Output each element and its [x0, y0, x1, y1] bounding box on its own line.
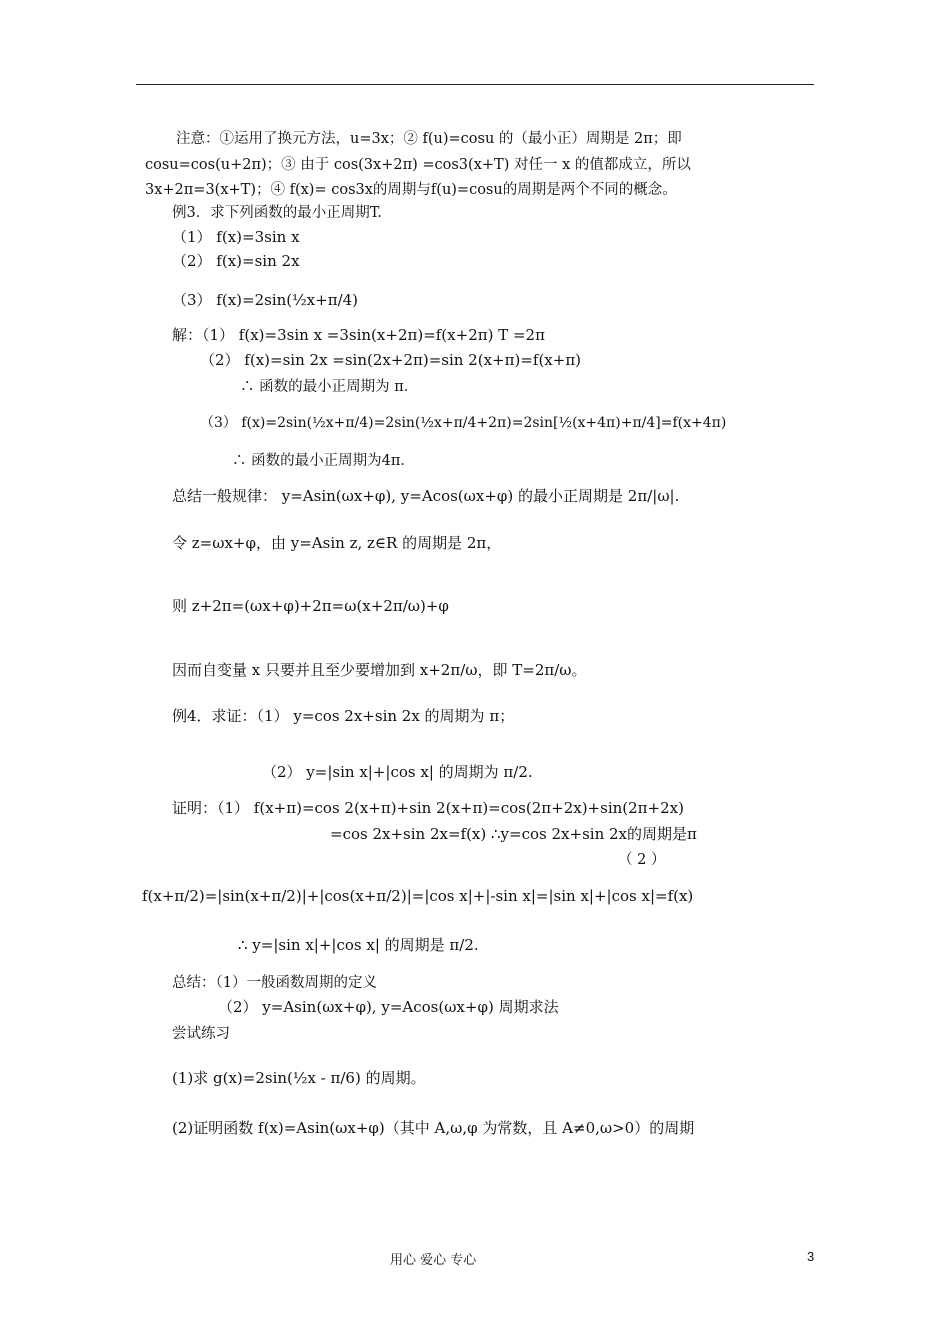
summary2-line-1: 总结：（1）一般函数周期的定义	[172, 975, 377, 991]
example3-title: 例3．求下列函数的最小正周期T.	[172, 205, 382, 221]
solution3-line-4: （3） f(x)=2sin(½x+π/4)=2sin(½x+π/4+2π)=2sin[½(x+4π)+π/4]=f(x+4π)	[200, 415, 727, 431]
example4-line-2: （2） y=|sin x|+|cos x| 的周期为 π/2.	[262, 763, 533, 781]
practice-question-1: (1)求 g(x)=2sin(½x - π/6) 的周期。	[172, 1069, 426, 1087]
page-number: 3	[807, 1249, 815, 1264]
proof-line-1: 证明：（1） f(x+π)=cos 2(x+π)+sin 2(x+π)=cos(2π+2x)+sin(2π+2x)	[172, 799, 684, 817]
solution3-line-3: ∴ 函数的最小正周期为 π．	[240, 379, 419, 395]
example3-item-3: （3） f(x)=2sin(½x+π/4)	[172, 291, 359, 309]
proof-line-2: =cos 2x+sin 2x=f(x) ∴y=cos 2x+sin 2x的周期是π	[330, 825, 697, 843]
solution3-line-5: ∴ 函数的最小正周期为4π．	[232, 453, 415, 469]
example3-item-1: （1） f(x)=3sin x	[172, 228, 300, 246]
example4-line-1: 例4．求证：（1） y=cos 2x+sin 2x 的周期为 π；	[172, 707, 515, 725]
thus-line: 因而自变量 x 只要并且至少要增加到 x+2π/ω，即 T=2π/ω。	[172, 661, 587, 679]
proof-line-4: f(x+π/2)=|sin(x+π/2)|+|cos(x+π/2)|=|cos x|+|-sin x|=|sin x|+|cos x|=f(x)	[142, 887, 694, 905]
summary-rule: 总结一般规律： y=Asin(ωx+φ), y=Acos(ωx+φ) 的最小正周期是 2π/|ω|.	[172, 487, 680, 505]
note-line-1: 注意：①运用了换元方法，u=3x；② f(u)=cosu 的（最小正）周期是 2π；即	[176, 131, 682, 147]
then-line: 则 z+2π=(ωx+φ)+2π=ω(x+2π/ω)+φ	[172, 597, 449, 615]
summary2-line-2: （2） y=Asin(ωx+φ), y=Acos(ωx+φ) 周期求法	[218, 998, 559, 1016]
let-line: 令 z=ωx+φ，由 y=Asin z, z∈R 的周期是 2π，	[172, 534, 502, 552]
note-line-2: cosu=cos(u+2π)；③ 由于 cos(3x+2π) =cos3(x+T) 对任一 x 的值都成立，所以	[145, 157, 691, 173]
practice-title: 尝试练习	[172, 1026, 230, 1042]
solution3-line-2: （2） f(x)=sin 2x =sin(2x+2π)=sin 2(x+π)=f(x+π)	[200, 351, 582, 369]
note-line-3: 3x+2π=3(x+T)；④ f(x)= cos3x的周期与f(u)=cosu的周期是两个不同的概念。	[145, 182, 677, 198]
example3-item-2: （2） f(x)=sin 2x	[172, 252, 300, 270]
header-rule	[136, 84, 814, 85]
solution3-line-1: 解：（1） f(x)=3sin x =3sin(x+2π)=f(x+2π) T =2π	[172, 326, 545, 344]
proof-line-3: （ 2 ）	[618, 852, 666, 868]
proof-line-5: ∴ y=|sin x|+|cos x| 的周期是 π/2.	[238, 936, 479, 954]
practice-question-2: (2)证明函数 f(x)=Asin(ωx+φ)（其中 A,ω,φ 为常数，且 A≠0,ω>0）的周期	[172, 1119, 695, 1137]
footer-text: 用心 爱心 专心	[390, 1253, 477, 1268]
